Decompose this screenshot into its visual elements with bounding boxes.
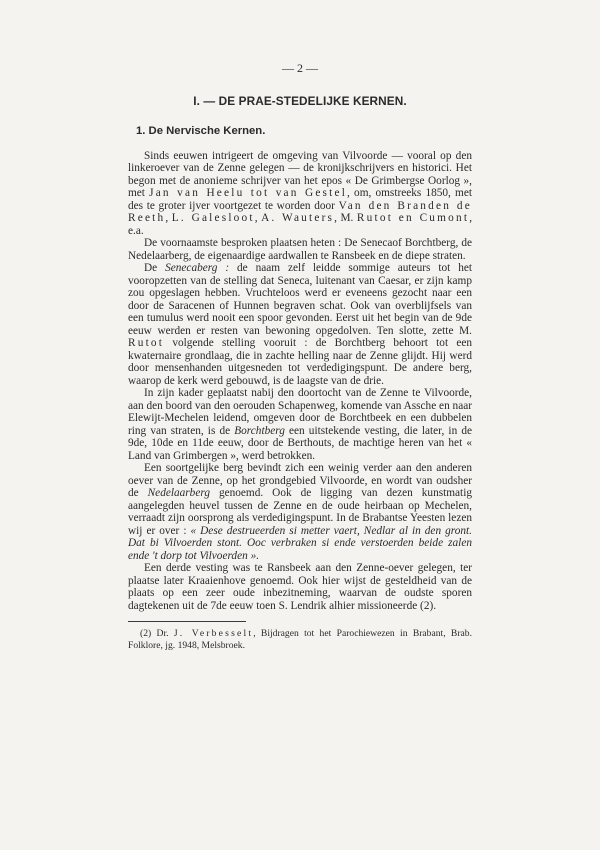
emphasis: Nedelaarberg bbox=[147, 487, 210, 499]
spaced-names: Rutot bbox=[128, 337, 165, 349]
paragraph-1: Sinds eeuwen intrigeert de omgeving van Vilvoorde — vooral op den linkeroever van de Zenne gelegen — de kronijkschrijvers en historici. Het begon met de anonieme schrijver van het epos « De Grimbergse Oorlog », met Jan van Heelu tot van Gestel, om, omstreeks 1850, met des te groter ijver voortgezet te worden door Van den Branden de Reeth, L. Galesloot, A. Wauters, M. Rutot en Cumont, e.a. bbox=[128, 149, 473, 237]
emphasis: Borchtberg bbox=[234, 424, 285, 437]
footnote: (2) Dr. J. Verbesselt, Bijdragen tot het Parochiewezen in Brabant, Brab. Folklore, jg. 1948, Melsbroek. bbox=[128, 628, 472, 651]
spaced-names: Van den Branden de Reeth bbox=[128, 199, 472, 224]
chapter-heading: I. — DE PRAE-STEDELIJKE KERNEN. bbox=[193, 93, 407, 108]
text-column bbox=[128, 62, 472, 651]
footnote-divider bbox=[128, 621, 246, 622]
page-number: — 2 — bbox=[282, 61, 318, 75]
paragraph-3: De Senecaberg : de naam zelf leidde sommige auteurs tot het vooropzetten van de stelling dat Seneca, luitenant van Caesar, er zijn kamp zou opgeslagen hebben. Vruchteloos werd er eveneens gezocht naar een door de Saracenen of Hunnen begraven schat. Ook van overblijfsels van een tumulus werd nooit een spoor gevonden. Eerst uit het begin van de 9de eeuw werden er resten van bewoning opgedolven. Ten slotte, zette M. Rutot volgende stelling vooruit : de Borchtberg behoort tot een kwaternaire grondlaag, die in zachte helling naar de Zenne glijdt. Hij werd door mensenhanden uitgesneden tot verdedigingspunt. De andere berg, waarop de kerk werd gebouwd, is de laagste van de drie. bbox=[128, 262, 472, 387]
spaced-names: Rutot en Cumont bbox=[356, 212, 470, 224]
spaced-names: J. Verbesselt bbox=[173, 628, 254, 639]
paragraph-2: De voornaamste besproken plaatsen heten : De Senecaof Borchtberg, de Nedelaarberg, de eigenaardige aardwallen te Ransbeek en de diepe straten. bbox=[128, 237, 472, 262]
spaced-names: Jan van Heelu tot van Gestel bbox=[149, 187, 348, 199]
emphasis: Senecaberg : bbox=[165, 262, 230, 274]
section-heading: 1. De Nervische Kernen. bbox=[136, 125, 266, 137]
spaced-names: A. Wauters bbox=[261, 212, 335, 224]
paragraph-6: Een derde vesting was te Ransbeek aan den Zenne-oever gelegen, ter plaatse later Kraaienhove genoemd. Ook hier wijst de gesteldheid van de plaats op een zeer oude inbezitneming, waarvan de oudste sporen dagtekenen uit de 7de eeuw toen S. Lendrik alhier missioneerde (2). bbox=[128, 562, 472, 612]
quotation: « Dese destrueerden si metter vaert, Nedlar al in den gront. Dat bi Vilvoerden stont. Ooc verbraken si ende verstoerden beide zalen ende 't dorp tot Vilvoerden ». bbox=[128, 524, 472, 562]
spaced-names: L. Galesloot bbox=[171, 212, 255, 224]
paragraph-4: In zijn kader geplaatst nabij den doortocht van de Zenne te Vilvoorde, aan den boord van den oerouden Schapenweg, komende van Assche en naar Elewijt-Mechelen leidend, omgeven door de Borchtbeek en een dubbelen ring van straten, is de Borchtberg een uitstekende vesting, die later, in de 9de, 10de en 11de eeuw, door de Berthouts, de machtige heren van het « Land van Grimbergen », werd betrokken. bbox=[128, 387, 472, 462]
paragraph-5: Een soortgelijke berg bevindt zich een weinig verder aan den anderen oever van de Zenne, op het grondgebied Vilvoorde, en wordt van oudsher de Nedelaarberg genoemd. Ook de ligging van dezen kunstmatig aangelegden heuvel tussen de Zenne en de oude heirbaan op Mechelen, verraadt zijn oorsprong als verdedigingspunt. In de Brabantse Yeesten lezen wij er over : « Dese destrueerden si metter vaert, Nedlar al in den gront. Dat bi Vilvoerden stont. Ooc verbraken si ende verstoerden beide zalen ende 't dorp tot Vilvoerden ». bbox=[128, 462, 472, 562]
